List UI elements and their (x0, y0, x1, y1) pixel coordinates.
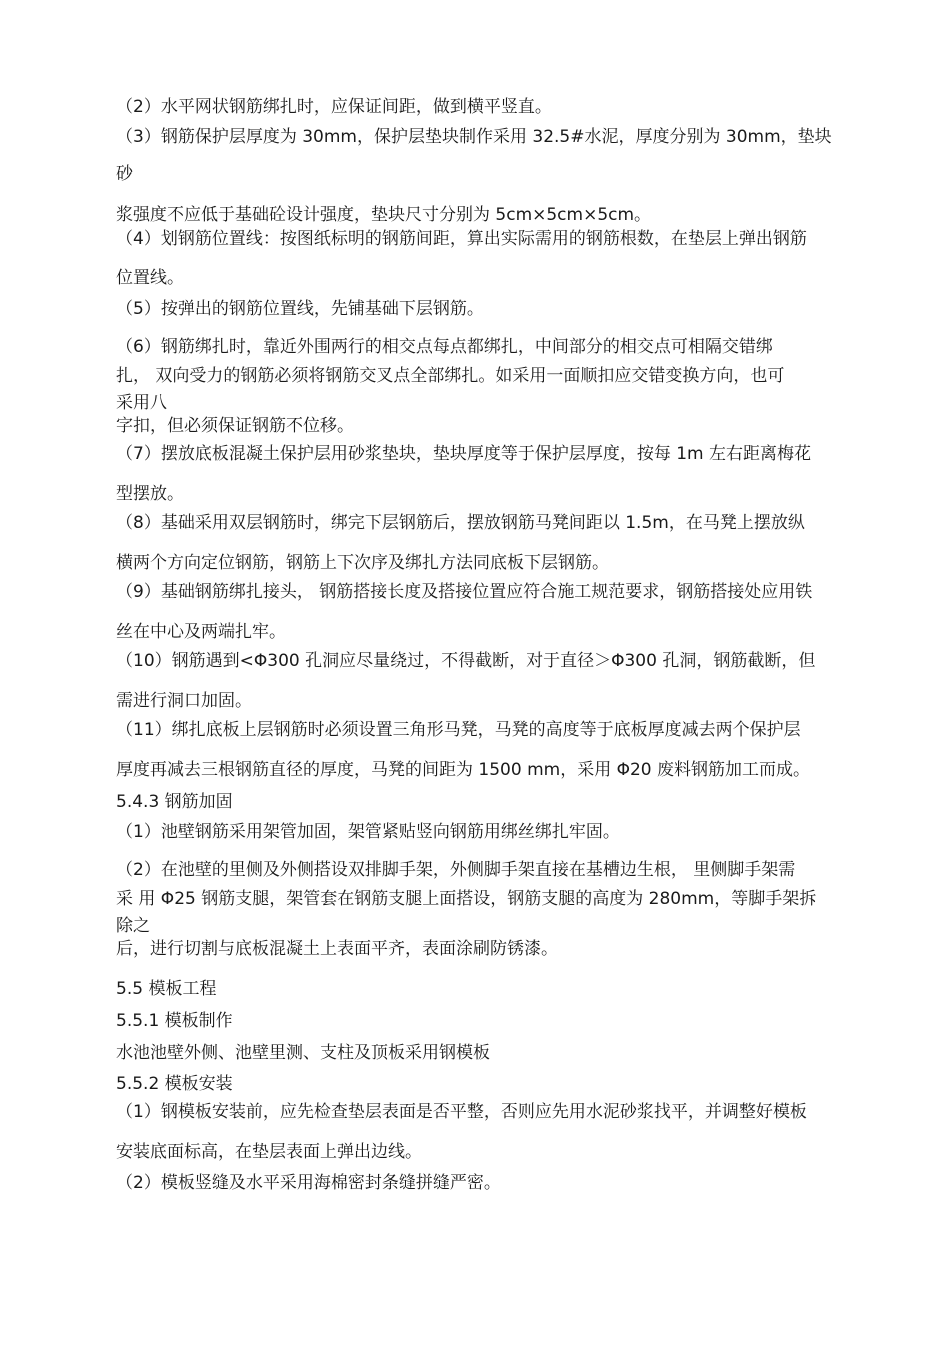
paragraph-line: 扎， 双向受力的钢筋必须将钢筋交叉点全部绑扎。如采用一面顺扣应交错变换方向，也可 (116, 366, 785, 386)
paragraph-line: 浆强度不应低于基础砼设计强度，垫块尺寸分别为 5cm×5cm×5cm。 (116, 205, 652, 225)
section-heading: 5.5.1 模板制作 (116, 1011, 233, 1031)
paragraph-line: （1）池壁钢筋采用架管加固，架管紧贴竖向钢筋用绑丝绑扎牢固。 (116, 822, 620, 842)
paragraph-line: （6）钢筋绑扎时，靠近外围两行的相交点每点都绑扎，中间部分的相交点可相隔交错绑 (116, 337, 773, 357)
paragraph-line: （5）按弹出的钢筋位置线，先铺基础下层钢筋。 (116, 299, 484, 319)
paragraph-line: 型摆放。 (116, 484, 184, 504)
paragraph-line: （7）摆放底板混凝土保护层用砂浆垫块，垫块厚度等于保护层厚度，按每 1m 左右距离梅花 (116, 444, 811, 464)
paragraph-line: （2）水平网状钢筋绑扎时，应保证间距，做到横平竖直。 (116, 97, 552, 117)
paragraph-line: （2）在池壁的里侧及外侧搭设双排脚手架，外侧脚手架直接在基槽边生根， 里侧脚手架需 (116, 860, 796, 880)
paragraph-line: 采 用 Φ25 钢筋支腿，架管套在钢筋支腿上面搭设，钢筋支腿的高度为 280mm，等脚手架拆 (116, 889, 817, 909)
paragraph-line: （10）钢筋遇到<Φ300 孔洞应尽量绕过，不得截断，对于直径＞Φ300 孔洞，钢筋截断，但 (116, 651, 816, 671)
paragraph-line: （11）绑扎底板上层钢筋时必须设置三角形马凳，马凳的高度等于底板厚度减去两个保护层 (116, 720, 801, 740)
paragraph-line: （2）模板竖缝及水平采用海棉密封条缝拼缝严密。 (116, 1173, 501, 1193)
section-heading: 5.5.2 模板安装 (116, 1074, 233, 1094)
paragraph-line: 除之 (116, 916, 150, 936)
paragraph-line: 水池池壁外侧、池壁里测、支柱及顶板采用钢模板 (116, 1043, 490, 1063)
paragraph-line: 采用八 (116, 393, 167, 413)
paragraph-line: 丝在中心及两端扎牢。 (116, 622, 286, 642)
section-heading: 5.4.3 钢筋加固 (116, 792, 233, 812)
paragraph-line: 位置线。 (116, 268, 184, 288)
paragraph-line: （3）钢筋保护层厚度为 30mm，保护层垫块制作采用 32.5#水泥，厚度分别为 30mm，垫块 (116, 127, 832, 147)
paragraph-line: 安装底面标高，在垫层表面上弹出边线。 (116, 1142, 422, 1162)
section-heading: 5.5 模板工程 (116, 979, 217, 999)
paragraph-line: （1）钢模板安装前，应先检查垫层表面是否平整，否则应先用水泥砂浆找平，并调整好模板 (116, 1102, 807, 1122)
paragraph-line: （4）划钢筋位置线：按图纸标明的钢筋间距，算出实际需用的钢筋根数，在垫层上弹出钢筋 (116, 229, 807, 249)
paragraph-line: 字扣，但必须保证钢筋不位移。 (116, 416, 354, 436)
paragraph-line: 后，进行切割与底板混凝土上表面平齐，表面涂刷防锈漆。 (116, 939, 558, 959)
paragraph-line: 厚度再减去三根钢筋直径的厚度，马凳的间距为 1500 mm，采用 Φ20 废料钢筋加工而成。 (116, 760, 811, 780)
paragraph-line: （9）基础钢筋绑扎接头， 钢筋搭接长度及搭接位置应符合施工规范要求，钢筋搭接处应用铁 (116, 582, 813, 602)
paragraph-line: 横两个方向定位钢筋，钢筋上下次序及绑扎方法同底板下层钢筋。 (116, 553, 609, 573)
paragraph-line: 砂 (116, 164, 133, 184)
paragraph-line: （8）基础采用双层钢筋时，绑完下层钢筋后，摆放钢筋马凳间距以 1.5m，在马凳上摆放纵 (116, 513, 805, 533)
paragraph-line: 需进行洞口加固。 (116, 691, 252, 711)
